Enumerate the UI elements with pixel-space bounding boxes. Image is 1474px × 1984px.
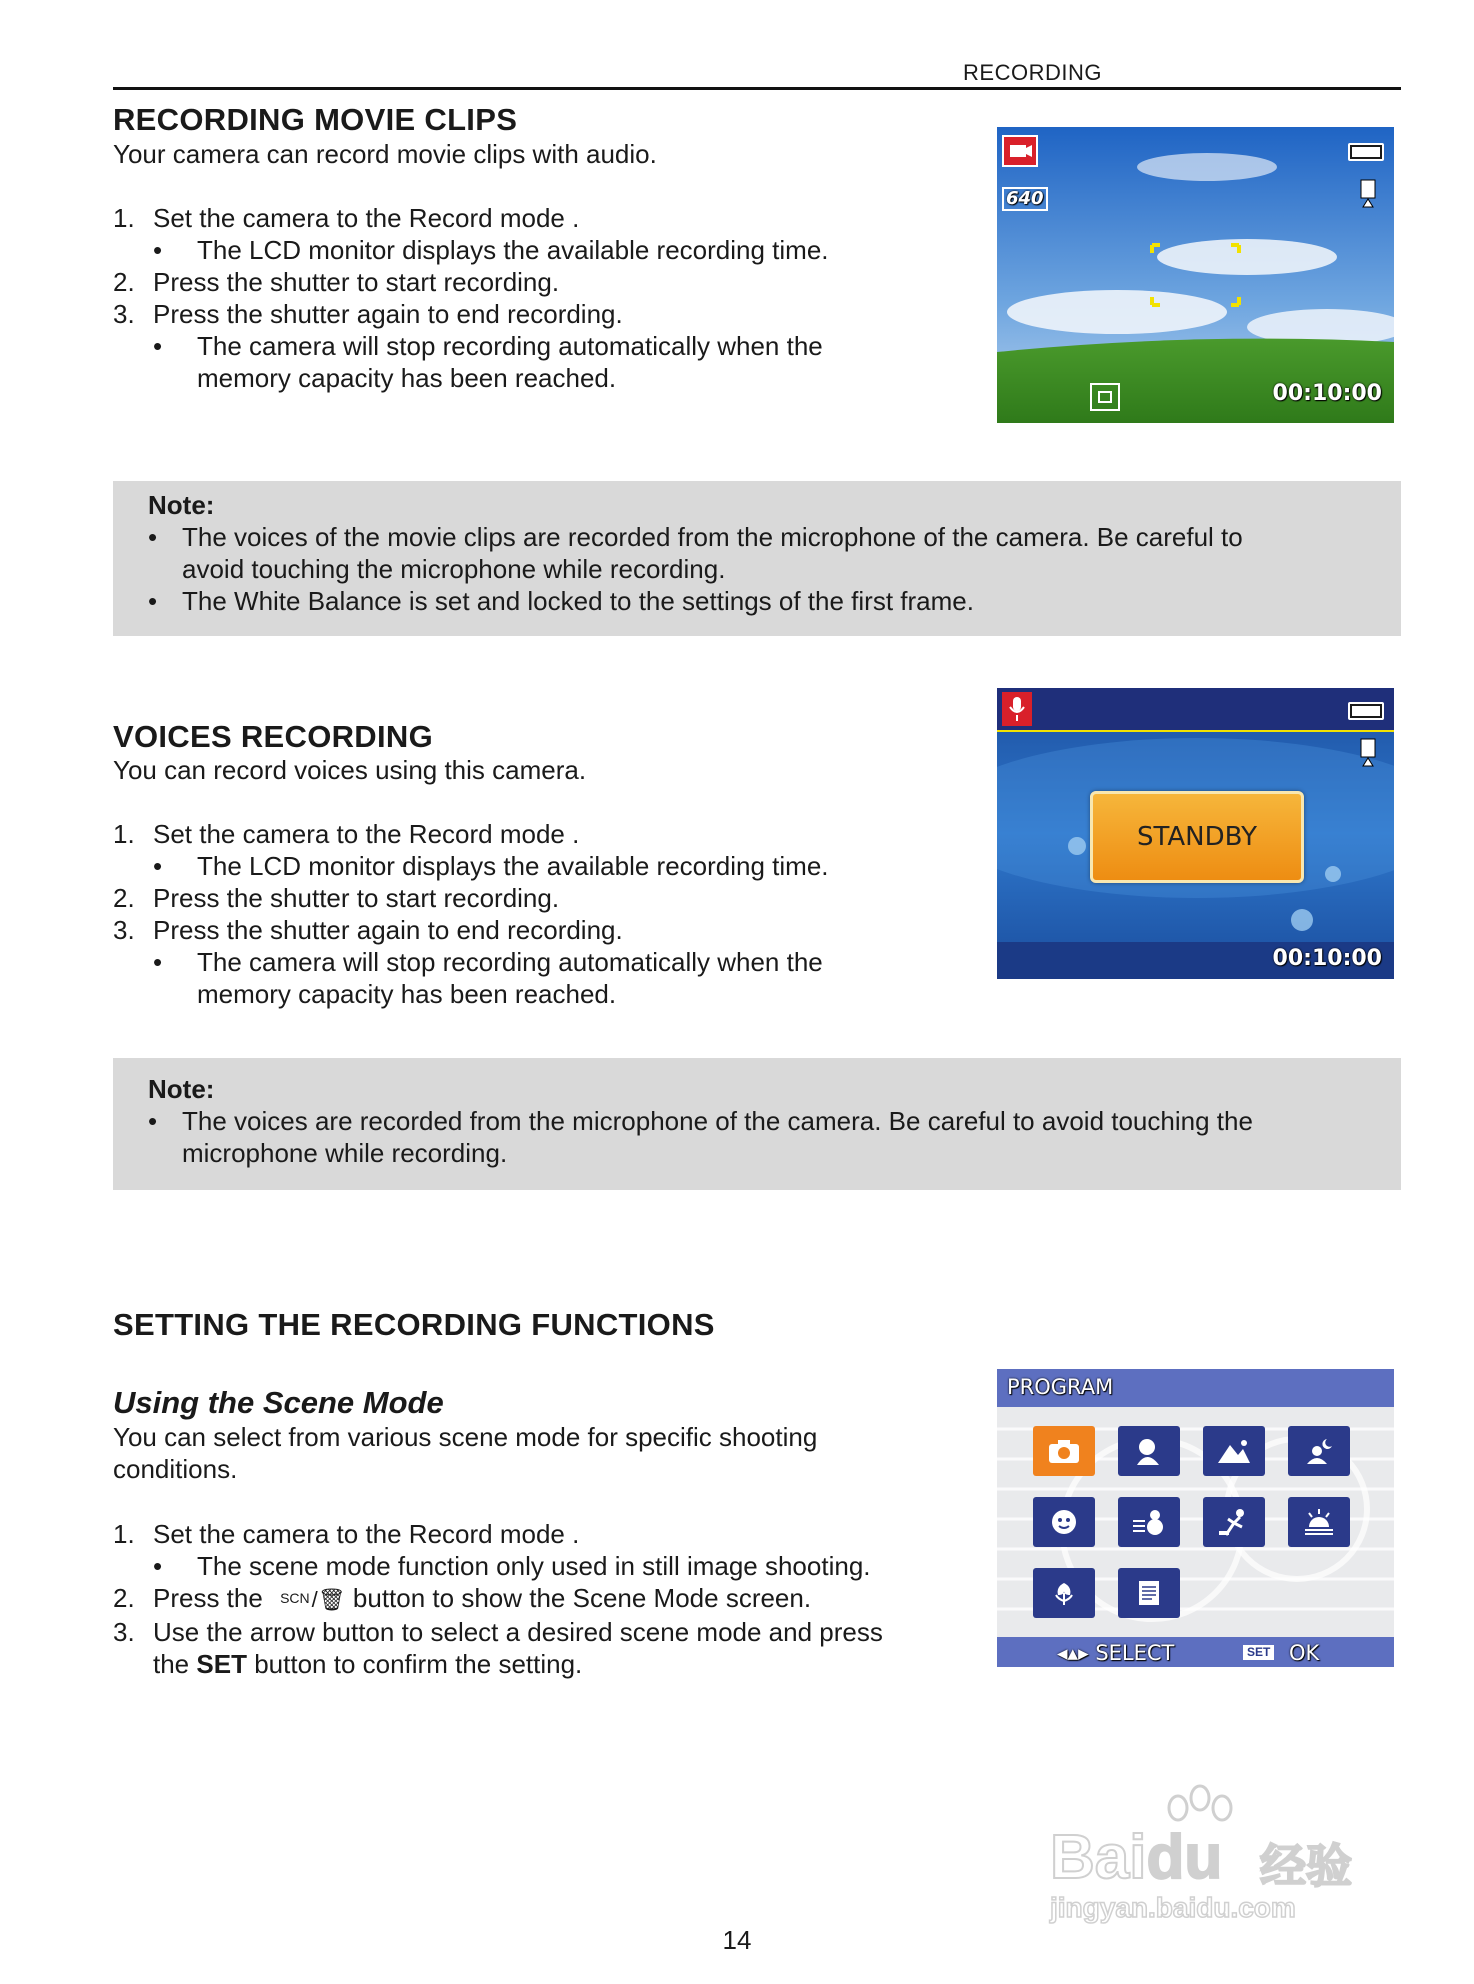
subsection-title-scene-mode: Using the Scene Mode xyxy=(113,1385,444,1420)
header-rule xyxy=(113,87,1401,90)
scene-menu-title: PROGRAM xyxy=(1007,1375,1114,1399)
memory-card-icon xyxy=(1360,179,1376,209)
scene-sunset-icon[interactable] xyxy=(1288,1497,1350,1547)
step-3: 3. Press the shutter again to end recording. xyxy=(113,915,623,945)
note-list xyxy=(148,521,1388,617)
movie-mode-icon xyxy=(1002,135,1038,167)
battery-icon xyxy=(1348,143,1384,161)
scene-night-portrait-icon[interactable] xyxy=(1288,1426,1350,1476)
note-title: Note: xyxy=(148,1074,215,1104)
voice-screen xyxy=(997,688,1394,979)
step-1-bullet: • The LCD monitor displays the available recording time. xyxy=(153,851,829,881)
scn-delete-icon: /🗑 xyxy=(311,1587,346,1612)
step-3-bullet: • The camera will stop recording automatically when the memory capacity has been reached. xyxy=(153,331,823,393)
step-1-bullet: • The LCD monitor displays the available recording time. xyxy=(153,235,829,265)
steps-movie-clips xyxy=(113,202,933,394)
step-1-bullet: • The scene mode function only used in still image shooting. xyxy=(153,1551,871,1581)
note-item: • The White Balance is set and locked to the settings of the first frame. xyxy=(148,586,974,616)
recording-time: 00:10:00 xyxy=(1272,381,1382,406)
watermark-brand: Baidu xyxy=(1050,1823,1223,1892)
step-1: 1. Set the camera to the Record mode . xyxy=(113,819,580,849)
page-number: 14 xyxy=(722,1925,752,1955)
scene-text-icon[interactable] xyxy=(1118,1568,1180,1618)
standby-label: STANDBY xyxy=(1137,822,1257,852)
step-3-bullet: • The camera will stop recording automatically when the memory capacity has been reached. xyxy=(153,947,823,1009)
scene-macro-icon[interactable] xyxy=(1033,1568,1095,1618)
ok-hint: OK xyxy=(1289,1641,1320,1665)
scn-label: SCN xyxy=(280,1590,310,1606)
scene-auto-icon[interactable] xyxy=(1033,1426,1095,1476)
resolution-badge: 640 xyxy=(1002,187,1048,211)
watermark-url: jingyan.baidu.com xyxy=(1050,1892,1296,1923)
step-3: 3. Use the arrow button to select a desired scene mode and press the SET button to confirm the setting. xyxy=(113,1617,883,1679)
section-intro-movie-clips: Your camera can record movie clips with audio. xyxy=(113,139,657,169)
running-header: RECORDING xyxy=(963,60,1102,85)
step-2: 2. Press the SCN/🗑 button to show the Scene Mode screen. xyxy=(113,1583,812,1613)
step-2: 2. Press the shutter to start recording. xyxy=(113,267,560,297)
arrow-select-hint: ◂▴▸ SELECT xyxy=(1057,1641,1175,1665)
metering-icon xyxy=(1090,383,1120,411)
note-title: Note: xyxy=(148,490,215,520)
steps-scene-mode xyxy=(113,1518,973,1680)
microphone-icon xyxy=(1002,692,1032,726)
note-box-movie xyxy=(113,481,1401,636)
memory-card-icon xyxy=(1360,738,1376,768)
note-list xyxy=(148,1105,1388,1169)
section-title-voices: VOICES RECORDING xyxy=(113,719,434,754)
section-intro-voices: You can record voices using this camera. xyxy=(113,755,587,785)
movie-screen-background xyxy=(997,127,1394,423)
note-item: • The voices are recorded from the microphone of the camera. Be careful to avoid touching the microphone while recording. xyxy=(148,1106,1253,1168)
note-item: • The voices of the movie clips are recorded from the microphone of the camera. Be careful to avoid touching the microphone while recording. xyxy=(148,522,1243,584)
section-title-recording-functions: SETTING THE RECORDING FUNCTIONS xyxy=(113,1307,715,1342)
baidu-watermark xyxy=(1050,1780,1390,1930)
scene-menu-titlebar xyxy=(997,1369,1394,1407)
step-1: 1. Set the camera to the Record mode . xyxy=(113,203,580,233)
set-badge: SET xyxy=(1243,1645,1274,1660)
scene-landscape-icon[interactable] xyxy=(1203,1426,1265,1476)
watermark-cn: 经验 xyxy=(1260,1840,1352,1892)
scene-mode-screen xyxy=(997,1369,1394,1667)
section-title-movie-clips: RECORDING MOVIE CLIPS xyxy=(113,102,518,137)
battery-icon xyxy=(1348,702,1384,720)
recording-time: 00:10:00 xyxy=(1272,946,1382,971)
scene-snow-icon[interactable] xyxy=(1118,1497,1180,1547)
note-box-voices xyxy=(113,1058,1401,1190)
step-3: 3. Press the shutter again to end recording. xyxy=(113,299,623,329)
movie-screen xyxy=(997,127,1394,423)
steps-voices xyxy=(113,818,933,1010)
scene-sport-icon[interactable] xyxy=(1203,1497,1265,1547)
scene-menu-footer xyxy=(997,1637,1394,1667)
step-2: 2. Press the shutter to start recording. xyxy=(113,883,560,913)
step-1: 1. Set the camera to the Record mode . xyxy=(113,1519,580,1549)
section-intro-scene-mode: You can select from various scene mode for specific shooting conditions. xyxy=(113,1422,818,1484)
scene-portrait-icon[interactable] xyxy=(1118,1426,1180,1476)
standby-status xyxy=(1090,791,1304,883)
scene-kids-icon[interactable] xyxy=(1033,1497,1095,1547)
